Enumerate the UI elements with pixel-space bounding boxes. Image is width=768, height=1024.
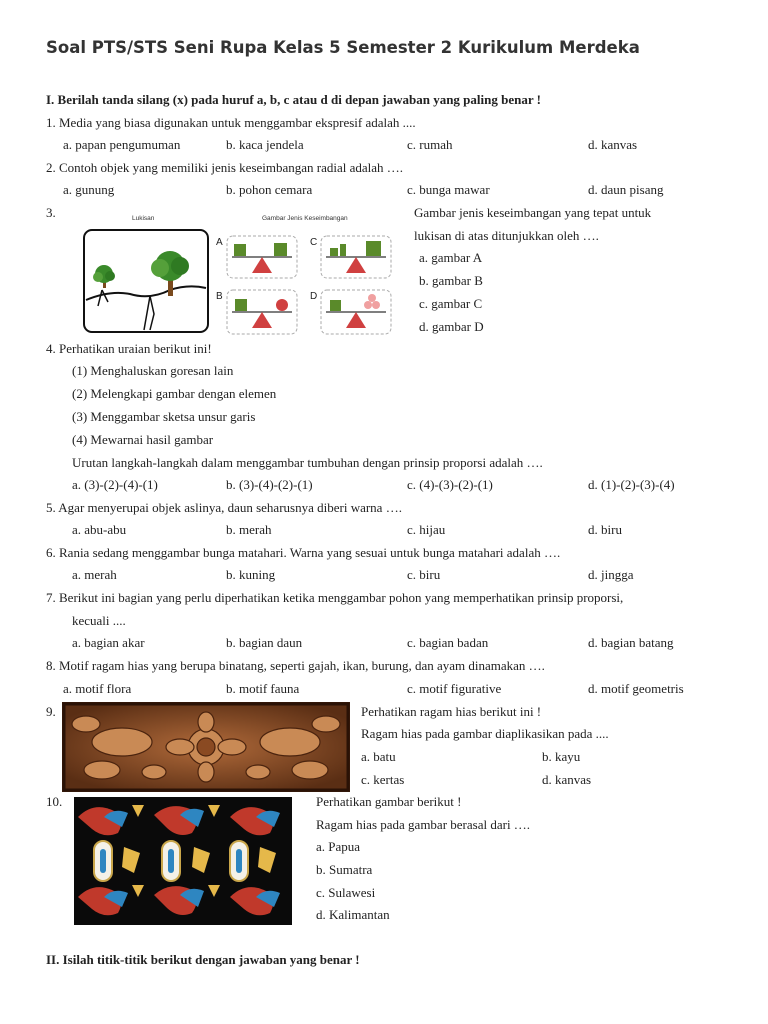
bird-motif-row-bottom xyxy=(78,885,280,915)
q2-option-b[interactable]: b. pohon cemara xyxy=(226,182,313,197)
q4-step-3: (3) Menggambar sketsa unsur garis xyxy=(72,409,256,424)
q3-option-c[interactable]: c. gambar C xyxy=(419,296,483,311)
q7-option-d[interactable]: d. bagian batang xyxy=(588,635,674,650)
q7-option-c[interactable]: c. bagian badan xyxy=(407,635,489,650)
q5-option-d[interactable]: d. biru xyxy=(588,522,622,537)
q7-option-a[interactable]: a. bagian akar xyxy=(72,635,145,650)
q6-option-c[interactable]: c. biru xyxy=(407,567,441,582)
q4-option-d[interactable]: d. (1)-(2)-(3)-(4) xyxy=(588,477,675,492)
question-10-text-1: Perhatikan gambar berikut ! xyxy=(316,794,462,809)
q1-option-a[interactable]: a. papan pengumuman xyxy=(63,137,181,152)
q4-option-b[interactable]: b. (3)-(4)-(2)-(1) xyxy=(226,477,313,492)
q3-option-d[interactable]: d. gambar D xyxy=(419,319,484,334)
q4-question: Urutan langkah-langkah dalam menggambar tumbuhan dengan prinsip proporsi adalah …. xyxy=(72,455,543,470)
section-2-instruction: II. Isilah titik-titik berikut dengan jawaban yang benar ! xyxy=(46,952,360,967)
q9-option-d[interactable]: d. kanvas xyxy=(542,772,592,787)
q10-option-b[interactable]: b. Sumatra xyxy=(316,862,373,877)
q10-option-d[interactable]: d. Kalimantan xyxy=(316,907,390,922)
figure-letter-a: A xyxy=(216,237,223,248)
question-7-line-1: 7. Berikut ini bagian yang perlu diperhatikan ketika menggambar pohon yang memperhatikan prinsip proporsi, xyxy=(46,590,624,605)
question-10-number: 10. xyxy=(46,794,63,809)
question-3-text-2: lukisan di atas ditunjukkan oleh …. xyxy=(414,228,599,243)
question-5: 5. Agar menyerupai objek aslinya, daun seharusnya diberi warna …. xyxy=(46,500,402,515)
bird-motif-row-top xyxy=(78,805,280,835)
q5-option-c[interactable]: c. hijau xyxy=(407,522,446,537)
q3-option-a[interactable]: a. gambar A xyxy=(419,250,483,265)
q8-option-a[interactable]: a. motif flora xyxy=(63,681,132,696)
page-title: Soal PTS/STS Seni Rupa Kelas 5 Semester 2 Kurikulum Merdeka xyxy=(46,38,640,57)
question-7-line-2: kecuali .... xyxy=(72,613,126,628)
q2-option-d[interactable]: d. daun pisang xyxy=(588,182,664,197)
question-4: 4. Perhatikan uraian berikut ini! xyxy=(46,341,212,356)
q8-option-b[interactable]: b. motif fauna xyxy=(226,681,300,696)
q1-option-b[interactable]: b. kaca jendela xyxy=(226,137,304,152)
q6-option-b[interactable]: b. kuning xyxy=(226,567,276,582)
q4-option-c[interactable]: c. (4)-(3)-(2)-(1) xyxy=(407,477,493,492)
q6-option-a[interactable]: a. merah xyxy=(72,567,117,582)
q8-option-c[interactable]: c. motif figurative xyxy=(407,681,502,696)
q4-step-4: (4) Mewarnai hasil gambar xyxy=(72,432,214,447)
q5-option-b[interactable]: b. merah xyxy=(226,522,272,537)
question-3-text-1: Gambar jenis keseimbangan yang tepat untuk xyxy=(414,205,652,220)
question-3-number: 3. xyxy=(46,205,56,220)
figure-label-painting: Lukisan xyxy=(132,215,155,222)
section-1-instruction: I. Berilah tanda silang (x) pada huruf a, b, c atau d di depan jawaban yang paling benar ! xyxy=(46,92,541,107)
q9-option-b[interactable]: b. kayu xyxy=(542,749,581,764)
q2-option-a[interactable]: a. gunung xyxy=(63,182,115,197)
balance-figure xyxy=(80,210,400,338)
q6-option-d[interactable]: d. jingga xyxy=(588,567,634,582)
figure-label-balance: Gambar Jenis Keseimbangan xyxy=(262,215,348,222)
q7-option-b[interactable]: b. bagian daun xyxy=(226,635,303,650)
dayak-motif-image xyxy=(74,797,292,925)
q9-option-c[interactable]: c. kertas xyxy=(361,772,405,787)
q10-option-a[interactable]: a. Papua xyxy=(316,839,361,854)
q1-option-d[interactable]: d. kanvas xyxy=(588,137,638,152)
figure-letter-d: D xyxy=(310,291,318,302)
question-10-text-2: Ragam hias pada gambar berasal dari …. xyxy=(316,817,531,832)
q4-step-1: (1) Menghaluskan goresan lain xyxy=(72,363,234,378)
q1-option-c[interactable]: c. rumah xyxy=(407,137,453,152)
q9-option-a[interactable]: a. batu xyxy=(361,749,396,764)
question-9-number: 9. xyxy=(46,704,56,719)
question-1: 1. Media yang biasa digunakan untuk menggambar ekspresif adalah .... xyxy=(46,115,416,130)
q3-option-b[interactable]: b. gambar B xyxy=(419,273,483,288)
question-9-text-1: Perhatikan ragam hias berikut ini ! xyxy=(361,704,542,719)
wood-carving-image xyxy=(62,702,350,792)
q5-option-a[interactable]: a. abu-abu xyxy=(72,522,127,537)
figure-letter-c: C xyxy=(310,237,318,248)
q4-option-a[interactable]: a. (3)-(2)-(4)-(1) xyxy=(72,477,158,492)
q2-option-c[interactable]: c. bunga mawar xyxy=(407,182,490,197)
q10-option-c[interactable]: c. Sulawesi xyxy=(316,885,376,900)
question-6: 6. Rania sedang menggambar bunga matahari. Warna yang sesuai untuk bunga matahari adalah …. xyxy=(46,545,561,560)
figure-letter-b: B xyxy=(216,291,223,302)
q4-step-2: (2) Melengkapi gambar dengan elemen xyxy=(72,386,277,401)
q8-option-d[interactable]: d. motif geometris xyxy=(588,681,684,696)
question-9-text-2: Ragam hias pada gambar diaplikasikan pada .... xyxy=(361,726,609,741)
question-8: 8. Motif ragam hias yang berupa binatang, seperti gajah, ikan, burung, dan ayam dinamakan …. xyxy=(46,658,545,673)
question-2: 2. Contoh objek yang memiliki jenis keseimbangan radial adalah …. xyxy=(46,160,404,175)
